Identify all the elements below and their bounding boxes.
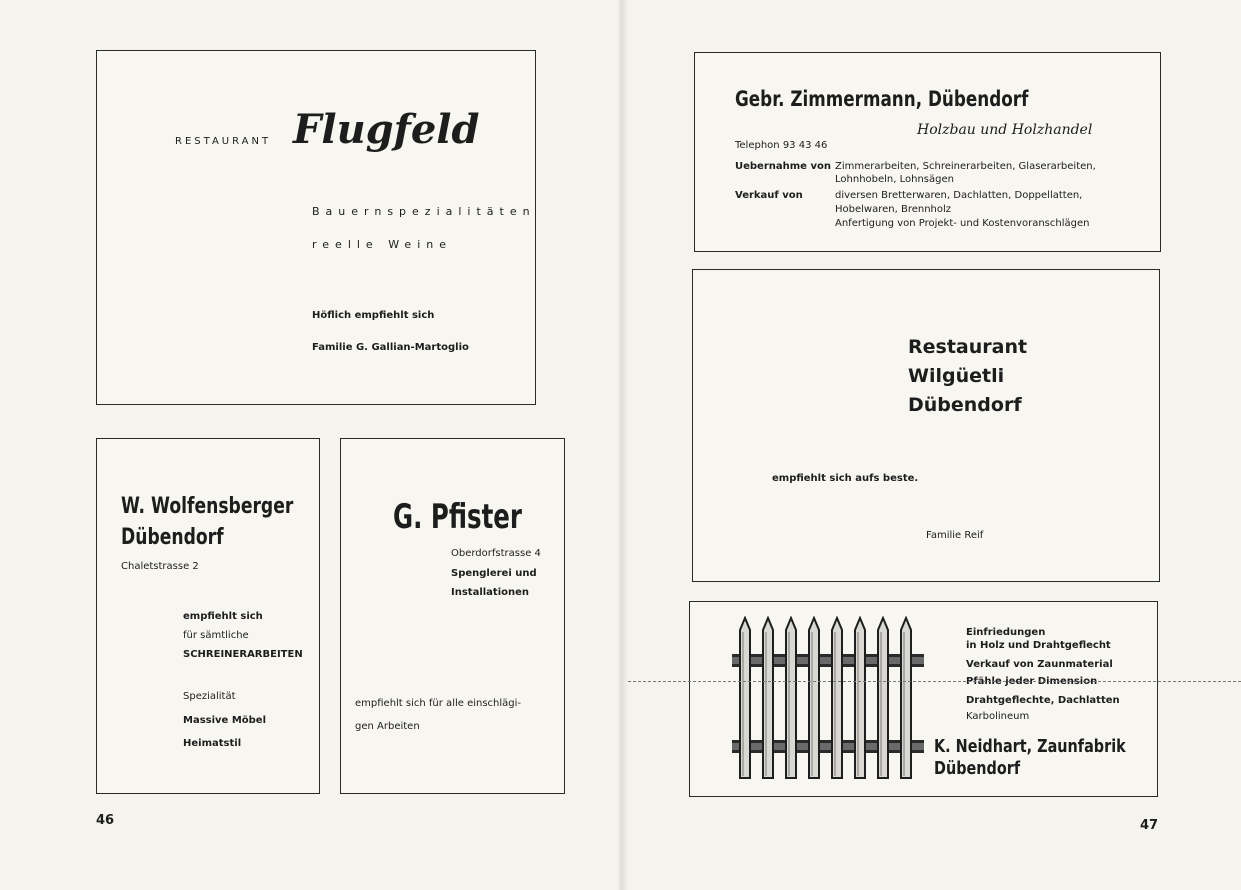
- fence-picket: [832, 618, 842, 778]
- fence-picket: [878, 618, 888, 778]
- page-number-left: 46: [96, 813, 115, 828]
- fence-rail-bottom: [732, 740, 924, 753]
- wines-line: reelle Weine: [312, 238, 452, 251]
- ad-restaurant-wilgueetli: [692, 269, 1160, 582]
- fence-rail-top: [732, 654, 924, 667]
- wooden-fence-icon: [730, 616, 926, 784]
- tagline: Holzbau und Holzhandel: [917, 122, 1093, 138]
- item-line-5: Drahtgeflechte, Dachlatten: [966, 695, 1120, 706]
- recommendation-line: Höflich empfiehlt sich: [312, 310, 435, 321]
- street-address: Chaletstrasse 2: [121, 561, 199, 572]
- fence-picket: [901, 618, 911, 778]
- for-all-line: für sämtliche: [183, 630, 249, 641]
- restaurant-line-1: Restaurant: [908, 336, 1028, 358]
- recommend-line-1: empfiehlt sich für alle einschlägi-: [355, 698, 522, 709]
- item-line-6: Karbolineum: [966, 711, 1030, 722]
- page-number-right: 47: [1140, 818, 1159, 833]
- restaurant-prefix: RESTAURANT: [175, 136, 272, 147]
- trade-line-2: Installationen: [451, 587, 530, 598]
- company-name: W. Wolfensberger: [121, 494, 294, 519]
- specialty-label: Spezialität: [183, 691, 236, 702]
- family-line: Familie G. Gallian-Martoglio: [312, 342, 469, 353]
- fence-picket: [740, 618, 750, 778]
- company-town: Dübendorf: [934, 758, 1021, 779]
- ad-wolfensberger: [96, 438, 320, 794]
- ad-restaurant-flugfeld: [96, 50, 536, 405]
- furniture-line: Massive Möbel: [183, 715, 267, 726]
- company-name: G. Pfister: [393, 497, 522, 537]
- crease-dash-line: [628, 681, 1241, 682]
- sales-label: Verkauf von: [735, 190, 803, 201]
- company-name: K. Neidhart, Zaunfabrik: [934, 736, 1126, 757]
- style-line: Heimatstil: [183, 738, 242, 749]
- restaurant-name: Flugfeld: [293, 106, 480, 153]
- company-town: Dübendorf: [121, 525, 224, 550]
- company-name: Gebr. Zimmermann, Dübendorf: [735, 87, 1029, 111]
- fence-pickets: [740, 618, 911, 778]
- sales-value-3: Anfertigung von Projekt- und Kostenvoranschlägen: [835, 218, 1090, 229]
- takeover-value-2: Lohnhobeln, Lohnsägen: [835, 174, 954, 185]
- takeover-value-1: Zimmerarbeiten, Schreinerarbeiten, Glaserarbeiten,: [835, 161, 1096, 172]
- sales-value-1: diversen Bretterwaren, Dachlatten, Doppellatten,: [835, 190, 1083, 201]
- phone-line: Telephon 93 43 46: [735, 140, 828, 151]
- fence-picket: [786, 618, 796, 778]
- recommend-line: empfiehlt sich aufs beste.: [772, 473, 919, 484]
- fence-picket: [809, 618, 819, 778]
- item-line-2: in Holz und Drahtgeflecht: [966, 640, 1111, 651]
- street-address: Oberdorfstrasse 4: [451, 548, 541, 559]
- specialties-line: Bauernspezialitäten: [312, 205, 536, 218]
- sales-value-2: Hobelwaren, Brennholz: [835, 204, 952, 215]
- restaurant-line-2: Wilgüetli: [908, 365, 1005, 387]
- recommend-line-2: gen Arbeiten: [355, 721, 420, 732]
- takeover-label: Uebernahme von: [735, 161, 831, 172]
- trade-line-1: Spenglerei und: [451, 568, 537, 579]
- ad-zimmermann: [694, 52, 1161, 252]
- recommend-line: empfiehlt sich: [183, 611, 263, 622]
- ad-pfister: [340, 438, 565, 794]
- item-line-4: Pfähle jeder Dimension: [966, 676, 1098, 687]
- ad-neidhart: [689, 601, 1158, 797]
- fence-picket: [763, 618, 773, 778]
- fence-picket: [855, 618, 865, 778]
- restaurant-line-3: Dübendorf: [908, 394, 1022, 416]
- item-line-1: Einfriedungen: [966, 627, 1046, 638]
- book-gutter: [618, 0, 628, 890]
- family-line: Familie Reif: [926, 530, 984, 541]
- item-line-3: Verkauf von Zaunmaterial: [966, 659, 1113, 670]
- carpentry-line: SCHREINERARBEITEN: [183, 649, 303, 660]
